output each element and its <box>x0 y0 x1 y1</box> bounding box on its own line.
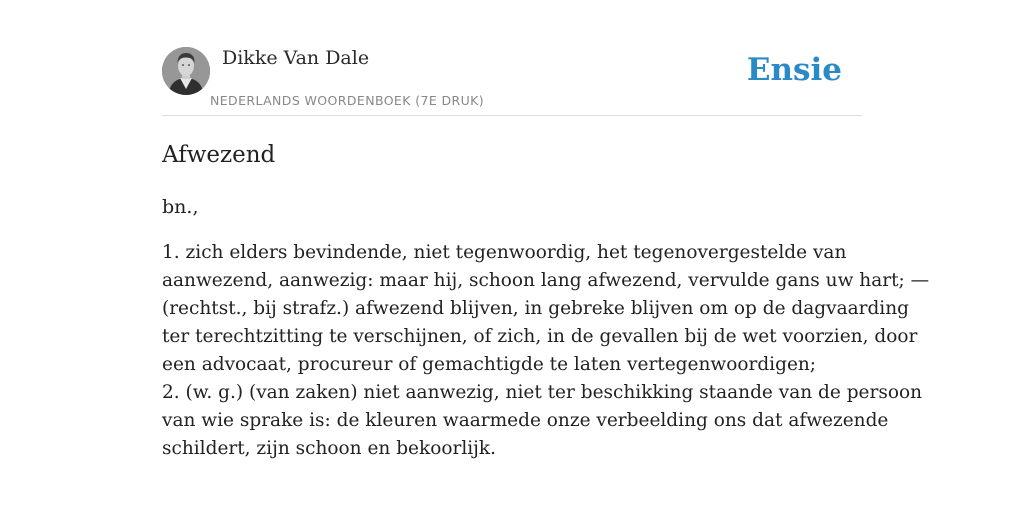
entry-headword: Afwezend <box>162 142 276 168</box>
definition-line: schildert, zijn schoon en bekoorlijk. <box>162 438 496 459</box>
definition-line: aanwezend, aanwezig: maar hij, schoon lang afwezend, vervulde gans uw hart; — <box>162 270 930 291</box>
entry-definition <box>162 239 930 463</box>
definition-line: een advocaat, procureur of gemachtigde te laten vertegenwoordigen; <box>162 354 817 375</box>
portrait-image <box>162 47 210 95</box>
definition-line: van wie sprake is: de kleuren waarmede onze verbeelding ons dat afwezende <box>162 410 889 431</box>
author-name[interactable]: Dikke Van Dale <box>222 47 370 69</box>
definition-line: 2. (w. g.) (van zaken) niet aanwezig, niet ter beschikking staande van de persoon <box>162 382 923 403</box>
definition-line: 1. zich elders bevindende, niet tegenwoordig, het tegenovergestelde van <box>162 242 847 263</box>
brand-logo[interactable]: Ensie <box>746 52 842 88</box>
definition-line: (rechtst., bij strafz.) afwezend blijven, in gebreke blijven om op de dagvaarding <box>162 298 909 319</box>
part-of-speech: bn., <box>162 196 199 218</box>
definition-line: ter terechtzitting te verschijnen, of zich, in de gevallen bij de wet voorzien, door <box>162 326 918 347</box>
page-header <box>162 0 862 116</box>
dictionary-page <box>162 0 930 512</box>
source-label[interactable]: NEDERLANDS WOORDENBOEK (7E DRUK) <box>210 93 485 108</box>
author-avatar[interactable] <box>162 47 210 95</box>
